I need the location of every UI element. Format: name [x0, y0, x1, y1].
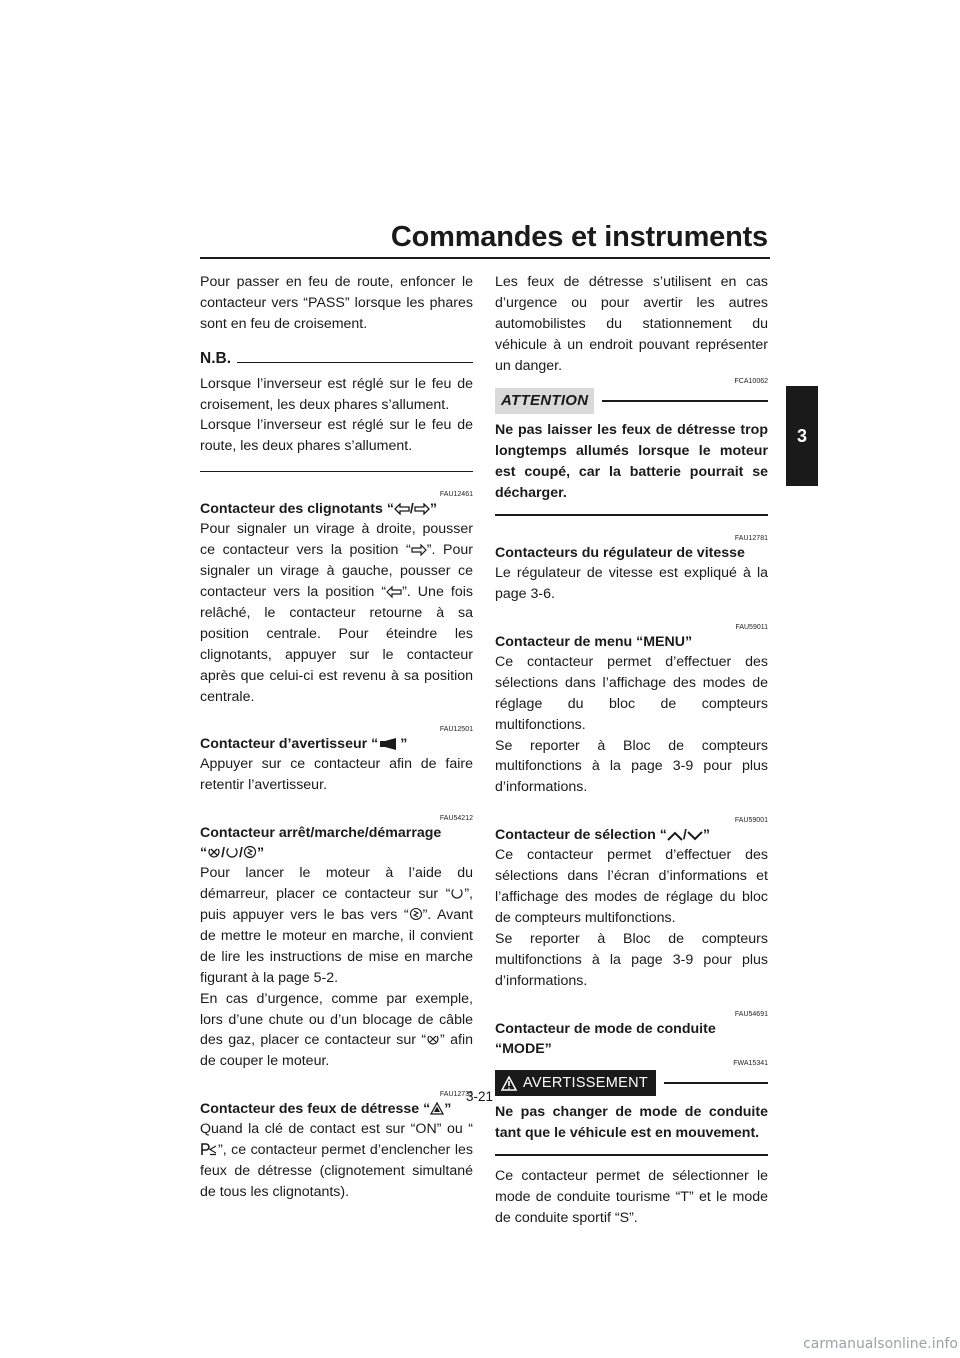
text: Pour signaler un virage à droite, pousser ce contacteur vers la position “ [200, 521, 473, 559]
nb-title: N.B. [200, 349, 231, 367]
heading-text: ” [702, 827, 710, 844]
heading-text: “ [200, 845, 208, 862]
nb-line-1: Lorsque l’inverseur est réglé sur le feu de croisement, les deux phares s’allument. [200, 375, 473, 413]
cruise-paragraph: Le régulateur de vitesse est expliqué à la page 3-6. [495, 565, 768, 602]
header-rule [200, 257, 770, 259]
turn-right-icon [414, 503, 430, 515]
text: ” afin de couper le moteur. [200, 1032, 473, 1070]
start-paragraph-1 [200, 863, 473, 988]
heading-turn-signal [200, 499, 473, 519]
hazard-paragraph [200, 1119, 473, 1203]
menu-paragraph-2: Se reporter à Bloc de compteurs multifonctions à la page 3-9 pour plus d’informations. [495, 737, 768, 796]
pass-paragraph: Pour passer en feu de route, enfoncer le contacteur vers “PASS” lorsque les phares sont en feu de croisement. [200, 274, 473, 332]
engine-start-icon [243, 845, 257, 859]
heading-sep: / [409, 501, 414, 518]
heading-text: ” [444, 1101, 452, 1118]
watermark: carmanualsonline.info [803, 1336, 958, 1352]
engine-stop-icon [207, 845, 221, 859]
chapter-tab: 3 [786, 386, 818, 486]
text: Quand la clé de contact est sur “ON” ou “ [200, 1121, 473, 1138]
code-menu: FAU59011 [735, 623, 768, 631]
heading-text: Contacteur des feux de détresse “ [200, 1101, 431, 1118]
engine-run-icon [225, 845, 239, 859]
code-turn: FAU12461 [439, 491, 473, 499]
menu-paragraph-1: Ce contacteur permet d’effectuer des sélections dans l’affichage des modes de réglage du bloc de compteurs multifonctions. [495, 653, 768, 733]
heading-text: ” [400, 736, 408, 753]
parking-icon [200, 1143, 218, 1156]
attention-rule [602, 400, 768, 402]
code-cruise: FAU12781 [734, 535, 768, 543]
engine-stop-icon [426, 1032, 440, 1046]
code-mode: FAU54691 [734, 1010, 768, 1018]
turn-left-icon [386, 586, 402, 598]
warning-rule [664, 1082, 768, 1084]
hazard-icon [430, 1102, 444, 1115]
text: ”. Une fois relâché, le contacteur retourne à sa position centrale. Pour éteindre les clignotants, appuyer sur le contacteur après que celui-ci est revenu à sa position centrale. [200, 583, 473, 705]
heading-start: Contacteur arrêt/marche/démarrage [200, 825, 442, 842]
turn-signal-paragraph [200, 519, 473, 707]
select-paragraph-1: Ce contacteur permet d’effectuer des sélections dans l’écran d’informations et l’affichage des modes de réglage du bloc de compteurs multifonctions. [495, 847, 768, 926]
heading-mode-2: “MODE” [495, 1040, 552, 1057]
heading-start-icons [200, 843, 473, 863]
horn-paragraph: Appuyer sur ce contacteur afin de faire retentir l’avertisseur. [200, 756, 473, 794]
horn-icon [378, 738, 400, 750]
heading-horn [200, 734, 473, 754]
engine-start-icon [409, 907, 423, 921]
heading-text: ” [257, 845, 265, 862]
attention-box [495, 414, 768, 516]
warning-box [495, 1096, 768, 1156]
warning-label-text: AVERTISSEMENT [523, 1074, 649, 1091]
heading-sep: / [682, 827, 687, 844]
heading-mode: Contacteur de mode de conduite [495, 1020, 716, 1037]
attention-header [495, 388, 768, 415]
heading-text: Contacteur des clignotants “ [200, 501, 394, 518]
heading-select [495, 825, 768, 845]
code-horn: FAU12501 [439, 726, 473, 734]
select-up-icon [667, 831, 683, 841]
heading-text: Contacteur d’avertisseur “ [200, 736, 379, 753]
warning-label [495, 1070, 656, 1097]
turn-right-icon [411, 544, 427, 556]
warning-header [495, 1070, 768, 1097]
warning-text: Ne pas changer de mode de conduite tant que le véhicule est en mouvement. [495, 1104, 768, 1142]
warning-icon [501, 1076, 517, 1091]
hazard-usage-paragraph: Les feux de détresse s’utilisent en cas d’urgence ou pour avertir les autres automobilistes du stationnement du véhicule à un endroit pouvant représenter un danger. [495, 274, 768, 374]
attention-text: Ne pas laisser les feux de détresse trop longtemps allumés lorsque le moteur est coupé, car la batterie pourrait se décharger. [495, 422, 768, 502]
code-warning: FWA15341 [733, 1059, 768, 1067]
heading-menu: Contacteur de menu “MENU” [495, 633, 693, 650]
mode-paragraph: Ce contacteur permet de sélectionner le mode de conduite tourisme “T” et le mode de conduite sportif “S”. [495, 1168, 768, 1227]
heading-sep: / [239, 845, 243, 862]
page-title: Commandes et instruments [390, 221, 768, 253]
heading-text: ” [429, 501, 437, 518]
nb-header [200, 349, 473, 370]
left-column [200, 272, 473, 1203]
text: En cas d’urgence, comme par exemple, lors d’une chute ou d’un blocage de câble des gaz, placer ce contacteur sur “ [200, 990, 473, 1049]
nb-rule [237, 362, 473, 363]
start-paragraph-2 [200, 989, 473, 1073]
text: ”, puis appuyer vers le bas vers “ [200, 886, 473, 924]
code-start: FAU54212 [439, 815, 473, 823]
heading-cruise: Contacteurs du régulateur de vitesse [495, 545, 745, 562]
select-paragraph-2: Se reporter à Bloc de compteurs multifonctions à la page 3-9 pour plus d’informations. [495, 930, 768, 989]
nb-box [200, 370, 473, 473]
select-down-icon [687, 831, 703, 841]
text: Pour lancer le moteur à l’aide du démarreur, placer ce contacteur sur “ [200, 865, 473, 903]
attention-label: ATTENTION [495, 388, 594, 415]
turn-left-icon [394, 503, 410, 515]
nb-line-2: Lorsque l’inverseur est réglé sur le feu de route, les deux phares s’allument. [200, 417, 473, 455]
code-hazard: FAU12735 [439, 1091, 473, 1099]
text: ”. Avant de mettre le moteur en marche, il convient de lire les instructions de mise en marche figurant à la page 5-2. [200, 907, 473, 986]
code-select: FAU59001 [734, 817, 768, 825]
right-column [495, 272, 768, 1229]
heading-sep: / [221, 845, 226, 862]
heading-text: Contacteur de sélection “ [495, 827, 667, 844]
heading-hazard [200, 1099, 473, 1119]
text: ”. Pour signaler un virage à gauche, pousser ce contacteur vers la position “ [200, 542, 473, 600]
code-attention: FCA10062 [734, 377, 768, 385]
text: ”, ce contacteur permet d’enclencher les feux de détresse (clignotement simultané de tous les clignotants). [200, 1142, 473, 1200]
page-number: 3-21 [466, 1089, 494, 1104]
engine-run-icon [450, 886, 464, 900]
